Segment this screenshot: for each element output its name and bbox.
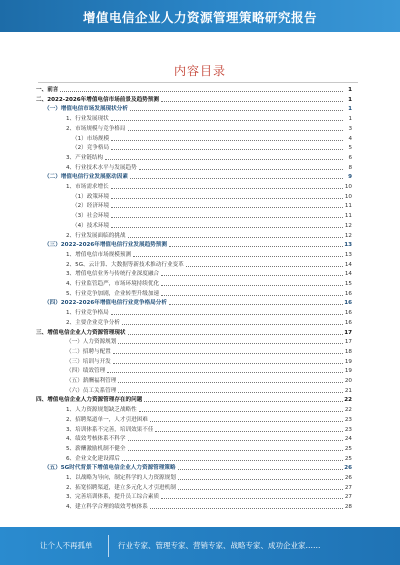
- toc-entry[interactable]: [36, 426, 352, 434]
- toc-entry-label: （四）绩效管理: [66, 368, 106, 375]
- toc-divider: [38, 82, 358, 83]
- toc-entry-label: 2、5G、云计算、大数据等新技术推动行业变革: [66, 261, 184, 268]
- toc-entry[interactable]: [36, 115, 352, 123]
- toc-leader-dots: [178, 478, 343, 480]
- toc-leader-dots: [150, 507, 343, 509]
- toc-entry[interactable]: [36, 154, 352, 162]
- toc-entry-page: 17: [344, 339, 352, 346]
- toc-entry[interactable]: [36, 387, 352, 395]
- toc-entry-page: 21: [344, 387, 352, 394]
- toc-entry-page: 18: [344, 348, 352, 355]
- toc-entry-label: 4、绩效考核体系不科学: [66, 436, 126, 443]
- toc-entry-label: 1、市场需求增长: [66, 184, 109, 190]
- toc-entry[interactable]: [36, 455, 352, 463]
- toc-entry-label: （五）薪酬福利管理: [66, 378, 117, 384]
- toc-leader-dots: [186, 265, 343, 267]
- toc-leader-dots: [178, 488, 343, 490]
- toc-leader-dots: [128, 129, 344, 131]
- toc-entry-label: 四、增值电信企业人力资源管理存在的问题: [36, 397, 143, 404]
- toc-entry-label: 5、行业竞争加剧，企业转型升级加速: [66, 290, 160, 297]
- toc-entry-page: 23: [344, 426, 352, 433]
- toc-entry[interactable]: [36, 202, 352, 210]
- footer-band: [0, 527, 400, 565]
- toc-entry[interactable]: [36, 144, 352, 152]
- toc-leader-dots: [118, 391, 343, 393]
- toc-entry-page: 10: [344, 193, 352, 200]
- toc-entry-label: 2、行业发展面临的挑战: [66, 232, 126, 239]
- toc-entry-page: 1: [348, 87, 352, 93]
- toc-entry-page: 11: [344, 203, 352, 210]
- toc-entry[interactable]: [36, 290, 352, 298]
- toc-leader-dots: [155, 430, 343, 432]
- toc-entry-label: 4、行业监管趋严，市场环境持续优化: [66, 281, 160, 287]
- toc-entry-page: 16: [344, 310, 352, 317]
- toc-entry[interactable]: [36, 270, 352, 278]
- toc-entry-label: 1、行业竞争格局: [66, 310, 109, 317]
- toc-entry-label: （六）员工关系管理: [66, 387, 117, 394]
- toc-entry-page: 20: [344, 378, 352, 384]
- toc-entry-page: 14: [344, 261, 352, 268]
- header-banner: [0, 0, 400, 32]
- footer-divider: [108, 535, 109, 557]
- toc-leader-dots: [161, 497, 343, 499]
- toc-leader-dots: [118, 381, 343, 383]
- toc-leader-dots: [111, 216, 343, 218]
- toc-entry[interactable]: [36, 484, 352, 492]
- toc-leader-dots: [111, 187, 343, 189]
- toc-entry-label: （三）培训与开发: [66, 358, 111, 365]
- footer-experts: 行业专家、管理专家、营销专家、战略专家、成功企业家……: [118, 541, 321, 550]
- toc-entry-label: （1）政策环境: [72, 193, 110, 200]
- toc-entry-page: 6: [348, 154, 352, 161]
- toc-entry[interactable]: [36, 193, 352, 201]
- toc-entry-label: 2、主要企业竞争分析: [66, 319, 120, 326]
- toc-entry-label: 3、产业链结构: [66, 154, 104, 161]
- toc-entry[interactable]: [36, 232, 352, 240]
- toc-entry-label: 3、培训体系不完善，培训效果不佳: [66, 426, 154, 433]
- toc-entry-label: 4、行业技术水平与发展趋势: [66, 164, 137, 171]
- toc-leader-dots: [130, 109, 343, 111]
- toc-leader-dots: [60, 90, 343, 92]
- toc-entry-label: （1）市场规模: [72, 135, 110, 142]
- toc-leader-dots: [178, 468, 343, 470]
- toc-entry-page: 10: [344, 184, 352, 190]
- toc-entry-page: 26: [344, 475, 352, 481]
- toc-entry-page: 16: [344, 319, 352, 326]
- toc-entry-page: 14: [344, 271, 352, 278]
- toc-leader-dots: [128, 449, 344, 451]
- toc-entry[interactable]: [36, 445, 352, 453]
- toc-entry-page: 12: [344, 222, 352, 229]
- toc-entry[interactable]: [36, 164, 352, 172]
- toc-entry-page: 16: [344, 290, 352, 297]
- toc-entry-label: （三）2022-2026年增值电信行业发展趋势预测: [44, 242, 167, 249]
- toc-entry-page: 1: [348, 116, 352, 123]
- toc-entry[interactable]: [36, 503, 352, 511]
- toc-entry[interactable]: [36, 222, 352, 230]
- toc-entry[interactable]: [36, 309, 352, 317]
- toc-entry-label: 1、增值电信市场规模预测: [66, 251, 132, 258]
- report-title: 增值电信企业人力资源管理策略研究报告: [82, 10, 317, 25]
- toc-entry[interactable]: [36, 416, 352, 424]
- toc-leader-dots: [161, 274, 343, 276]
- toc-entry-page: 26: [344, 465, 352, 472]
- toc-entry[interactable]: [36, 319, 352, 327]
- toc-leader-dots: [128, 236, 344, 238]
- toc-entry[interactable]: [36, 135, 352, 143]
- toc-entry-label: 1、行业发展现状: [66, 116, 109, 123]
- toc-leader-dots: [139, 410, 343, 412]
- toc-entry[interactable]: [36, 212, 352, 220]
- toc-entry-page: 9: [348, 174, 352, 181]
- toc-entry[interactable]: [36, 396, 352, 404]
- toc-entry[interactable]: [36, 338, 352, 346]
- toc-leader-dots: [128, 333, 343, 335]
- toc-entry[interactable]: [36, 329, 352, 337]
- toc-entry-page: 11: [344, 213, 352, 220]
- toc-entry-page: 28: [344, 504, 352, 511]
- toc-entry-page: 12: [344, 232, 352, 239]
- toc-entry[interactable]: [36, 183, 352, 191]
- toc-leader-dots: [111, 206, 343, 208]
- toc-entry-page: 22: [344, 407, 352, 414]
- toc-entry-page: 5: [348, 145, 352, 152]
- toc-entry[interactable]: [36, 125, 352, 133]
- toc-entry-label: （4）技术环境: [72, 222, 110, 229]
- toc-entry-page: 27: [344, 494, 352, 501]
- toc-entry-page: 22: [344, 397, 352, 404]
- toc-entry-page: 27: [344, 484, 352, 491]
- toc-entry[interactable]: [36, 367, 352, 375]
- toc-entry-label: 4、建立科学合理的绩效考核体系: [66, 504, 148, 511]
- toc-entry-label: （五）5G时代背景下增值电信企业人力资源管理策略: [44, 465, 176, 472]
- toc-entry-label: （2）竞争格局: [72, 145, 110, 152]
- toc-leader-dots: [111, 148, 343, 150]
- toc-entry-page: 23: [344, 416, 352, 423]
- toc-leader-dots: [169, 303, 343, 305]
- toc-entry-label: 一、前言: [36, 87, 59, 93]
- toc-entry[interactable]: [36, 377, 352, 385]
- toc-entry-label: 三、增值电信企业人力资源管理现状: [36, 329, 126, 336]
- toc-leader-dots: [128, 439, 344, 441]
- toc-leader-dots: [150, 420, 343, 422]
- toc-entry-page: 16: [344, 300, 352, 307]
- toc-entry-label: （3）社会环境: [72, 213, 110, 220]
- toc-entry-label: 2、招聘渠道单一，人才引进困难: [66, 416, 148, 423]
- toc-leader-dots: [118, 342, 343, 344]
- toc-entry-page: 13: [344, 251, 352, 258]
- toc-leader-dots: [161, 294, 343, 296]
- toc-leader-dots: [113, 352, 343, 354]
- toc-leader-dots: [122, 459, 343, 461]
- toc-leader-dots: [144, 400, 343, 402]
- toc-entry-label: 1、人力资源规划缺乏战略性: [66, 407, 137, 414]
- toc-entry-label: 2、拓宽招聘渠道，建立多元化人才引进机制: [66, 484, 176, 491]
- toc-entry[interactable]: [36, 105, 352, 113]
- toc-entry-label: （二）招聘与配置: [66, 348, 111, 355]
- toc-entry[interactable]: [36, 86, 352, 94]
- toc-entry[interactable]: [36, 406, 352, 414]
- toc-entry-page: 1: [348, 96, 352, 103]
- toc-entry[interactable]: [36, 435, 352, 443]
- toc-entry-page: 13: [344, 242, 352, 249]
- toc-entry[interactable]: [36, 251, 352, 259]
- toc-entry[interactable]: [36, 493, 352, 501]
- toc-entry-page: 25: [344, 455, 352, 462]
- toc-entry[interactable]: [36, 358, 352, 366]
- toc-leader-dots: [107, 371, 343, 373]
- toc-leader-dots: [111, 313, 343, 315]
- toc-entry[interactable]: [36, 299, 352, 307]
- toc-entry-page: 19: [344, 358, 352, 365]
- toc-leader-dots: [113, 362, 343, 364]
- toc-entry[interactable]: [36, 261, 352, 269]
- toc-entry-label: 1、以战略为导向，制定科学的人力资源规划: [66, 475, 176, 481]
- toc-entry-page: 3: [348, 125, 352, 132]
- toc-leader-dots: [105, 158, 343, 160]
- toc-entry-label: 6、企业文化建设滞后: [66, 455, 120, 462]
- toc-leader-dots: [111, 226, 343, 228]
- toc-entry-label: （一）人力资源规划: [66, 339, 117, 346]
- toc-entry-page: 17: [344, 329, 352, 336]
- toc-entry[interactable]: [36, 280, 352, 288]
- toc-leader-dots: [111, 197, 343, 199]
- toc-leader-dots: [122, 323, 343, 325]
- toc-entry-label: （2）经济环境: [72, 203, 110, 210]
- toc-entry-page: 25: [344, 445, 352, 452]
- toc-entry-label: （一）增值电信市场发展现状分析: [44, 106, 128, 113]
- toc-leader-dots: [111, 139, 343, 141]
- footer-slogan: 让个人不再孤单: [40, 541, 93, 550]
- toc-leader-dots: [169, 245, 343, 247]
- toc-entry-page: 8: [348, 164, 352, 171]
- toc-leader-dots: [161, 100, 343, 102]
- toc-entry-page: 19: [344, 368, 352, 375]
- toc-leader-dots: [133, 255, 343, 257]
- toc-entry-label: 2、市场规模与竞争格局: [66, 125, 126, 132]
- toc-entry-label: 3、完善培训体系，提升员工综合素质: [66, 494, 160, 501]
- toc-heading: 内容目录: [173, 64, 226, 78]
- toc-leader-dots: [111, 119, 343, 121]
- toc-entry-page: 1: [348, 106, 352, 113]
- toc-entry-page: 24: [344, 436, 352, 443]
- toc-leader-dots: [139, 168, 343, 170]
- toc-entry-label: 5、薪酬激励机制不健全: [66, 445, 126, 452]
- toc-entry[interactable]: [36, 173, 352, 181]
- toc-entry[interactable]: [36, 348, 352, 356]
- toc-entry-label: 3、增值电信业务与传统行业深度融合: [66, 271, 160, 278]
- toc-entry-label: （二）增值电信行业发展驱动因素: [44, 174, 128, 181]
- toc-entry-label: 二、2022-2026年增值电信市场前景及趋势预测: [36, 96, 159, 103]
- toc-entry[interactable]: [36, 464, 352, 472]
- toc-leader-dots: [130, 177, 343, 179]
- toc-entry-page: 4: [348, 135, 352, 142]
- toc-entry-page: 15: [344, 281, 352, 287]
- toc-leader-dots: [161, 284, 343, 286]
- toc-entry[interactable]: [36, 241, 352, 249]
- toc-entry-label: （四）2022-2026年增值电信行业竞争格局分析: [44, 300, 167, 307]
- toc-entry[interactable]: [36, 474, 352, 482]
- toc-entry[interactable]: [36, 96, 352, 104]
